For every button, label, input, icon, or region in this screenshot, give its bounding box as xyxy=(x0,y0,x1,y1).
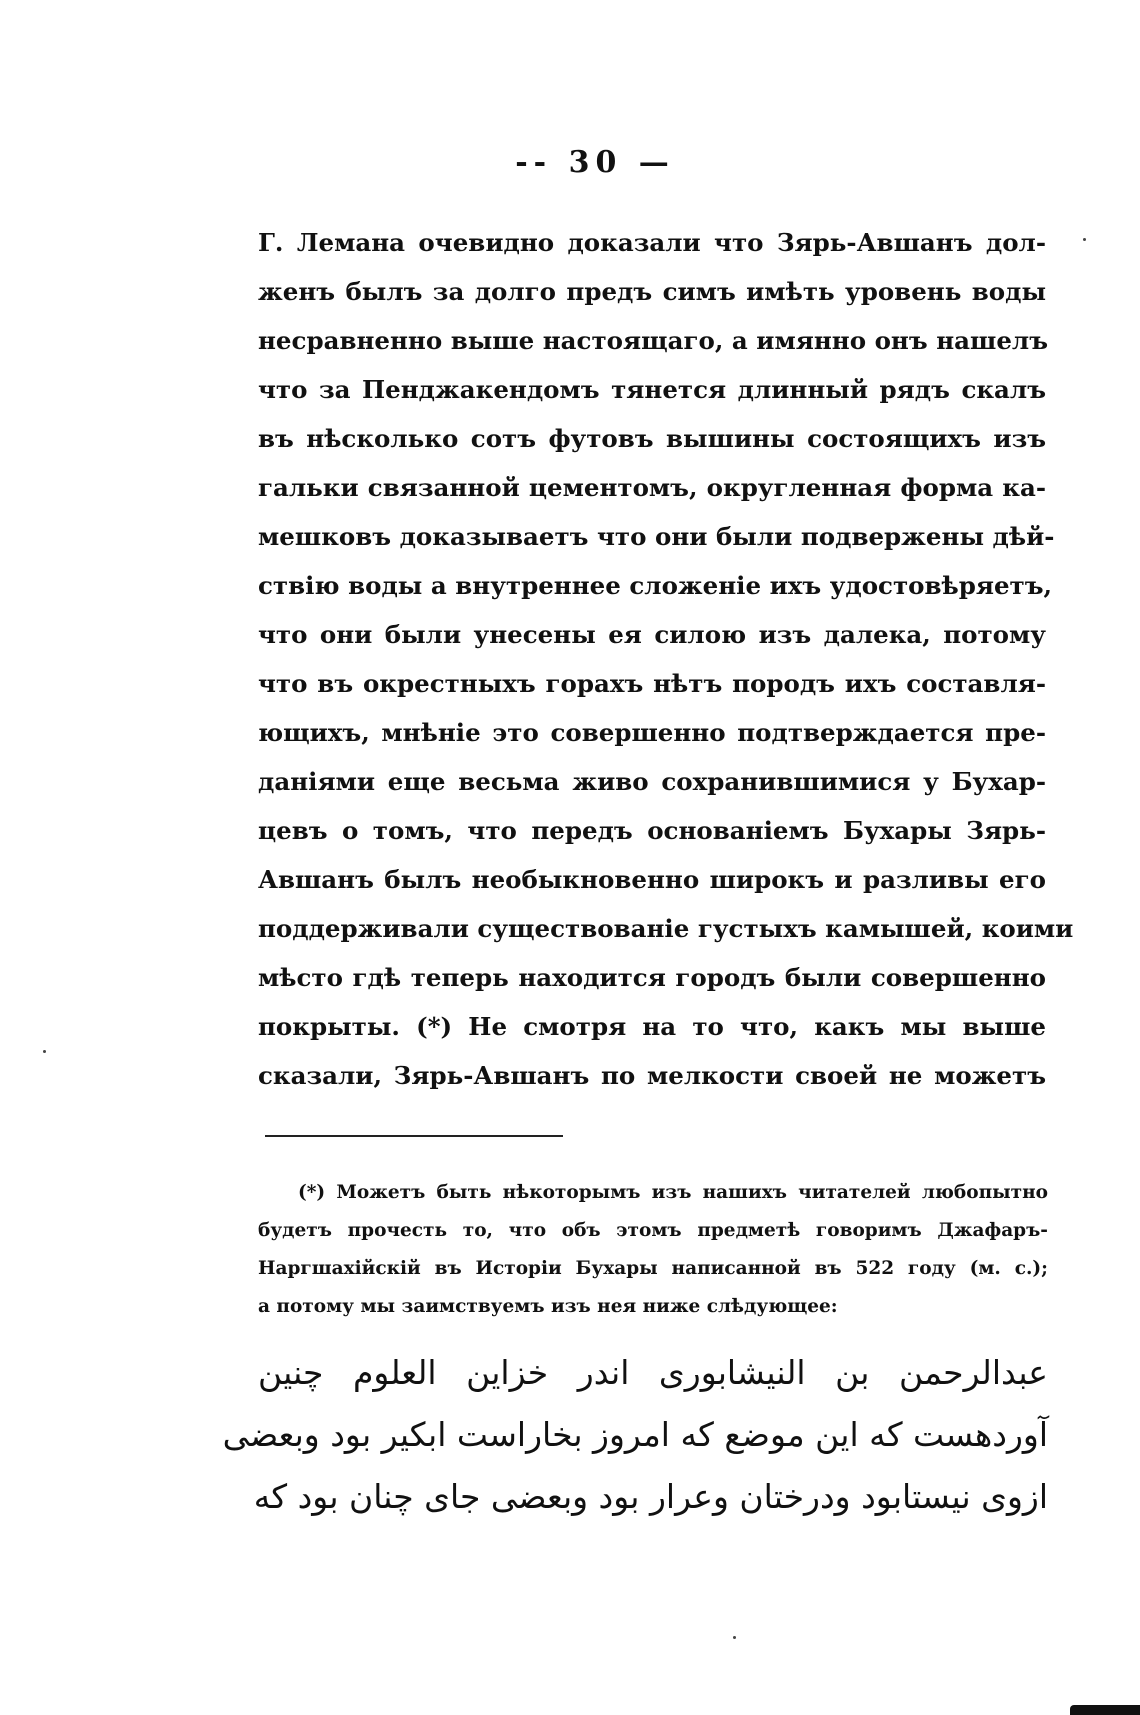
main-text-line: мѣсто гдѣ теперь находится городъ были совершенно xyxy=(258,963,1046,992)
main-text-line: цевъ о томъ, что передъ основаніемъ Бухары Зярь- xyxy=(258,816,1046,845)
scan-speck xyxy=(43,1050,46,1053)
footnote-divider xyxy=(265,1135,563,1137)
main-text-line: ствію воды а внутреннее сложеніе ихъ удостовѣряетъ, xyxy=(258,571,1053,600)
main-text-line: даніями еще весьма живо сохранившимися у Бухар- xyxy=(258,767,1046,796)
page-number: -- 30 — xyxy=(515,145,675,180)
footnote-line: Наргшахійскій въ Исторіи Бухары написанной въ 522 году (м. с.); xyxy=(258,1258,1048,1279)
main-text-line: ющихъ, мнѣніе это совершенно подтверждается пре- xyxy=(258,718,1046,747)
main-text-block xyxy=(258,218,1074,1100)
main-text-line: что въ окрестныхъ горахъ нѣтъ породъ ихъ составля- xyxy=(258,669,1046,698)
main-text-line: покрыты. (*) Не смотря на то что, какъ мы выше xyxy=(258,1012,1046,1041)
main-text-line: что они были унесены ея силою изъ далека, потому xyxy=(258,620,1046,649)
footnote-line: (*) Можетъ быть нѣкоторымъ изъ нашихъ читателей любопытно xyxy=(298,1182,1048,1203)
arabic-line: ازوى نيستابود ودرختان وعرار بود وبعضى جاى چنان بود كه xyxy=(253,1477,1048,1516)
scan-speck xyxy=(1083,238,1086,241)
footnote-line: а потому мы заимствуемъ изъ нея ниже слѣдующее: xyxy=(258,1296,838,1317)
main-text-line: Г. Лемана очевидно доказали что Зярь-Авшанъ дол- xyxy=(258,228,1046,257)
main-text-line: поддерживали существованіе густыхъ камышей, коими xyxy=(258,914,1074,943)
arabic-quotation xyxy=(222,1342,1048,1528)
main-text-line: сказали, Зярь-Авшанъ по мелкости своей не можетъ xyxy=(258,1061,1046,1090)
main-text-line: женъ былъ за долго предъ симъ имѣть уровень воды xyxy=(258,277,1046,306)
footnote-block xyxy=(258,1174,1048,1326)
main-text-line: что за Пенджакендомъ тянется длинный рядъ скалъ xyxy=(258,375,1046,404)
scan-speck xyxy=(733,1636,736,1639)
main-text-line: Авшанъ былъ необыкновенно широкъ и разливы его xyxy=(258,865,1046,894)
main-text-line: несравненно выше настоящаго, а имянно онъ нашелъ xyxy=(258,326,1048,355)
arabic-line: آوردهست كه اين موضع كه امروز بخاراست ابكير بود وبعضى xyxy=(222,1415,1048,1454)
main-text-line: въ нѣсколько сотъ футовъ вышины состоящихъ изъ xyxy=(258,424,1046,453)
main-text-line: мешковъ доказываетъ что они были подвержены дѣй- xyxy=(258,522,1055,551)
scan-edge-mark xyxy=(1070,1705,1140,1715)
arabic-line: عبدالرحمن بن النيشابورى اندر خزاين العلوم چنين xyxy=(258,1353,1048,1392)
main-text-line: гальки связанной цементомъ, округленная форма ка- xyxy=(258,473,1046,502)
footnote-line: будетъ прочесть то, что объ этомъ предметѣ говоримъ Джафаръ- xyxy=(258,1220,1048,1241)
